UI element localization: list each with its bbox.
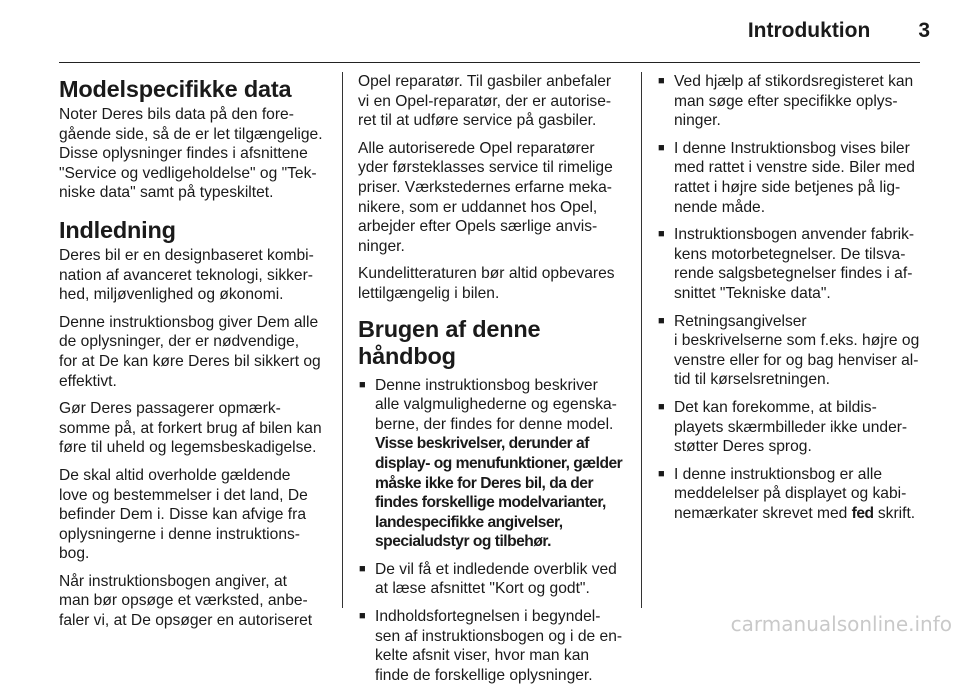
column-3: [657, 72, 927, 608]
paragraph: Når instruktionsbogen angiver, at man bør opsøge et værksted, anbe- faler vi, at De opsøger en autoriseret: [59, 572, 313, 630]
bullet-marker: ■: [658, 75, 665, 87]
bullet-item: [657, 225, 927, 303]
bullet-marker: ■: [658, 400, 665, 413]
paragraph: Noter Deres bils data på den fore- gående side, så de er let tilgængelige. Disse oplysninger findes i afsnittene "Service og vedligeholdelse" og "Tek- niske data" samt på typeskiltet.: [59, 106, 323, 202]
bullet-text: skrift.: [873, 504, 916, 522]
column-2: [358, 72, 628, 684]
heading-model-data: Modelspecifikke data: [59, 76, 292, 102]
paragraph: De skal altid overholde gældende love og bestemmelser i det land, De befinder Dem i. Disse kan afvige fra oplysningerne i denne instruktions- bog.: [59, 466, 308, 563]
bullet-text: Indholdsfortegnelsen i begyndel- sen af instruktionsbogen og i de en- kelte afsnit viser, hvor man kan finde de forskellige oplysninger.: [375, 608, 623, 684]
bullet-item: [358, 560, 628, 599]
bullet-text: Det kan forekomme, at bildis- playets skærmbilleder ikke under- støtter Deres sprog.: [674, 398, 908, 456]
column-divider: [342, 72, 343, 608]
bullet-marker: ■: [359, 378, 366, 391]
bullet-marker: ■: [359, 610, 366, 623]
paragraph: Deres bil er en designbaseret kombi- nation af avanceret teknologi, sikker- hed, miljøvenlighed og økonomi.: [59, 246, 314, 304]
bullet-text: Retningsangivelser i beskrivelserne som f.eks. højre og venstre eller for og bag henviser al- tid til kørselsretningen.: [674, 312, 920, 389]
bullet-marker: ■: [658, 314, 665, 327]
bullet-text: Instruktionsbogen anvender fabrik- kens motorbetegnelser. De tilsva- rende salgsbetegnelser findes i af- snittet "Tekniske data".: [674, 226, 915, 302]
watermark: carmanualsonline.info: [730, 612, 952, 636]
bullet-bold-text: Visse beskrivelser, derunder af display- og menufunktioner, gælder måske ikke for Deres bil, da der findes forskellige modelvarianter, landespecifikke angivelser, specialudstyr og tilbehør.: [375, 435, 623, 551]
running-head: [748, 19, 930, 45]
paragraph: Alle autoriserede Opel reparatører yder førsteklasses service til rimelige priser. Værkstedernes erfarne meka- nikere, som er uddannet hos Opel, arbejder efter Opels særlige anvis- ninger.: [358, 139, 613, 255]
bullet-item: [657, 398, 927, 457]
bullet-marker: ■: [658, 228, 665, 241]
bullet-text: Ved hjælp af stikordsregisteret kan man søge efter specifikke oplys- ninger.: [674, 73, 914, 130]
bullet-bold-text: fed: [851, 504, 874, 522]
heading-introduction: Indledning: [59, 216, 176, 243]
bullet-item: [358, 376, 628, 552]
section-title: Introduktion: [747, 19, 871, 42]
column-divider: [641, 72, 642, 608]
paragraph: Opel reparatør. Til gasbiler anbefaler vi en Opel-reparatør, der er autorise- ret til at udføre service på gasbiler.: [358, 73, 612, 130]
column-1: [59, 72, 327, 630]
bullet-text: Denne instruktionsbog beskriver alle valgmulighederne og egenska- berne, der findes for denne model.: [375, 376, 617, 433]
bullet-marker: ■: [658, 467, 665, 480]
bullet-marker: ■: [359, 562, 366, 575]
bullet-text: De vil få et indledende overblik ved at læse afsnittet "Kort og godt".: [375, 560, 617, 598]
paragraph: Kundelitteraturen bør altid opbevares lettilgængelig i bilen.: [358, 265, 615, 302]
heading-using-handbook: Brugen af denne håndbog: [358, 315, 541, 369]
bullet-text: I denne Instruktionsbog vises biler med rattet i venstre side. Biler med rattet i højre side betjenes på lig- nende måde.: [674, 139, 915, 216]
bullet-item: [657, 312, 927, 390]
bullet-item: [657, 139, 927, 217]
header-rule: [59, 62, 920, 63]
bullet-item: [657, 72, 927, 131]
bullet-text: I denne instruktionsbog er alle meddelelser på displayet og kabi- nemærkater skrevet med: [674, 465, 907, 522]
bullet-marker: ■: [658, 141, 665, 154]
page-number: 3: [918, 19, 930, 42]
bullet-item: [657, 465, 927, 524]
bullet-item: [358, 607, 628, 685]
paragraph: Denne instruktionsbog giver Dem alle de oplysninger, der er nødvendige, for at De kan køre Deres bil sikkert og effektivt.: [59, 313, 321, 390]
paragraph: Gør Deres passagerer opmærk- somme på, at forkert brug af bilen kan føre til uheld og legemsbeskadigelse.: [59, 400, 322, 457]
